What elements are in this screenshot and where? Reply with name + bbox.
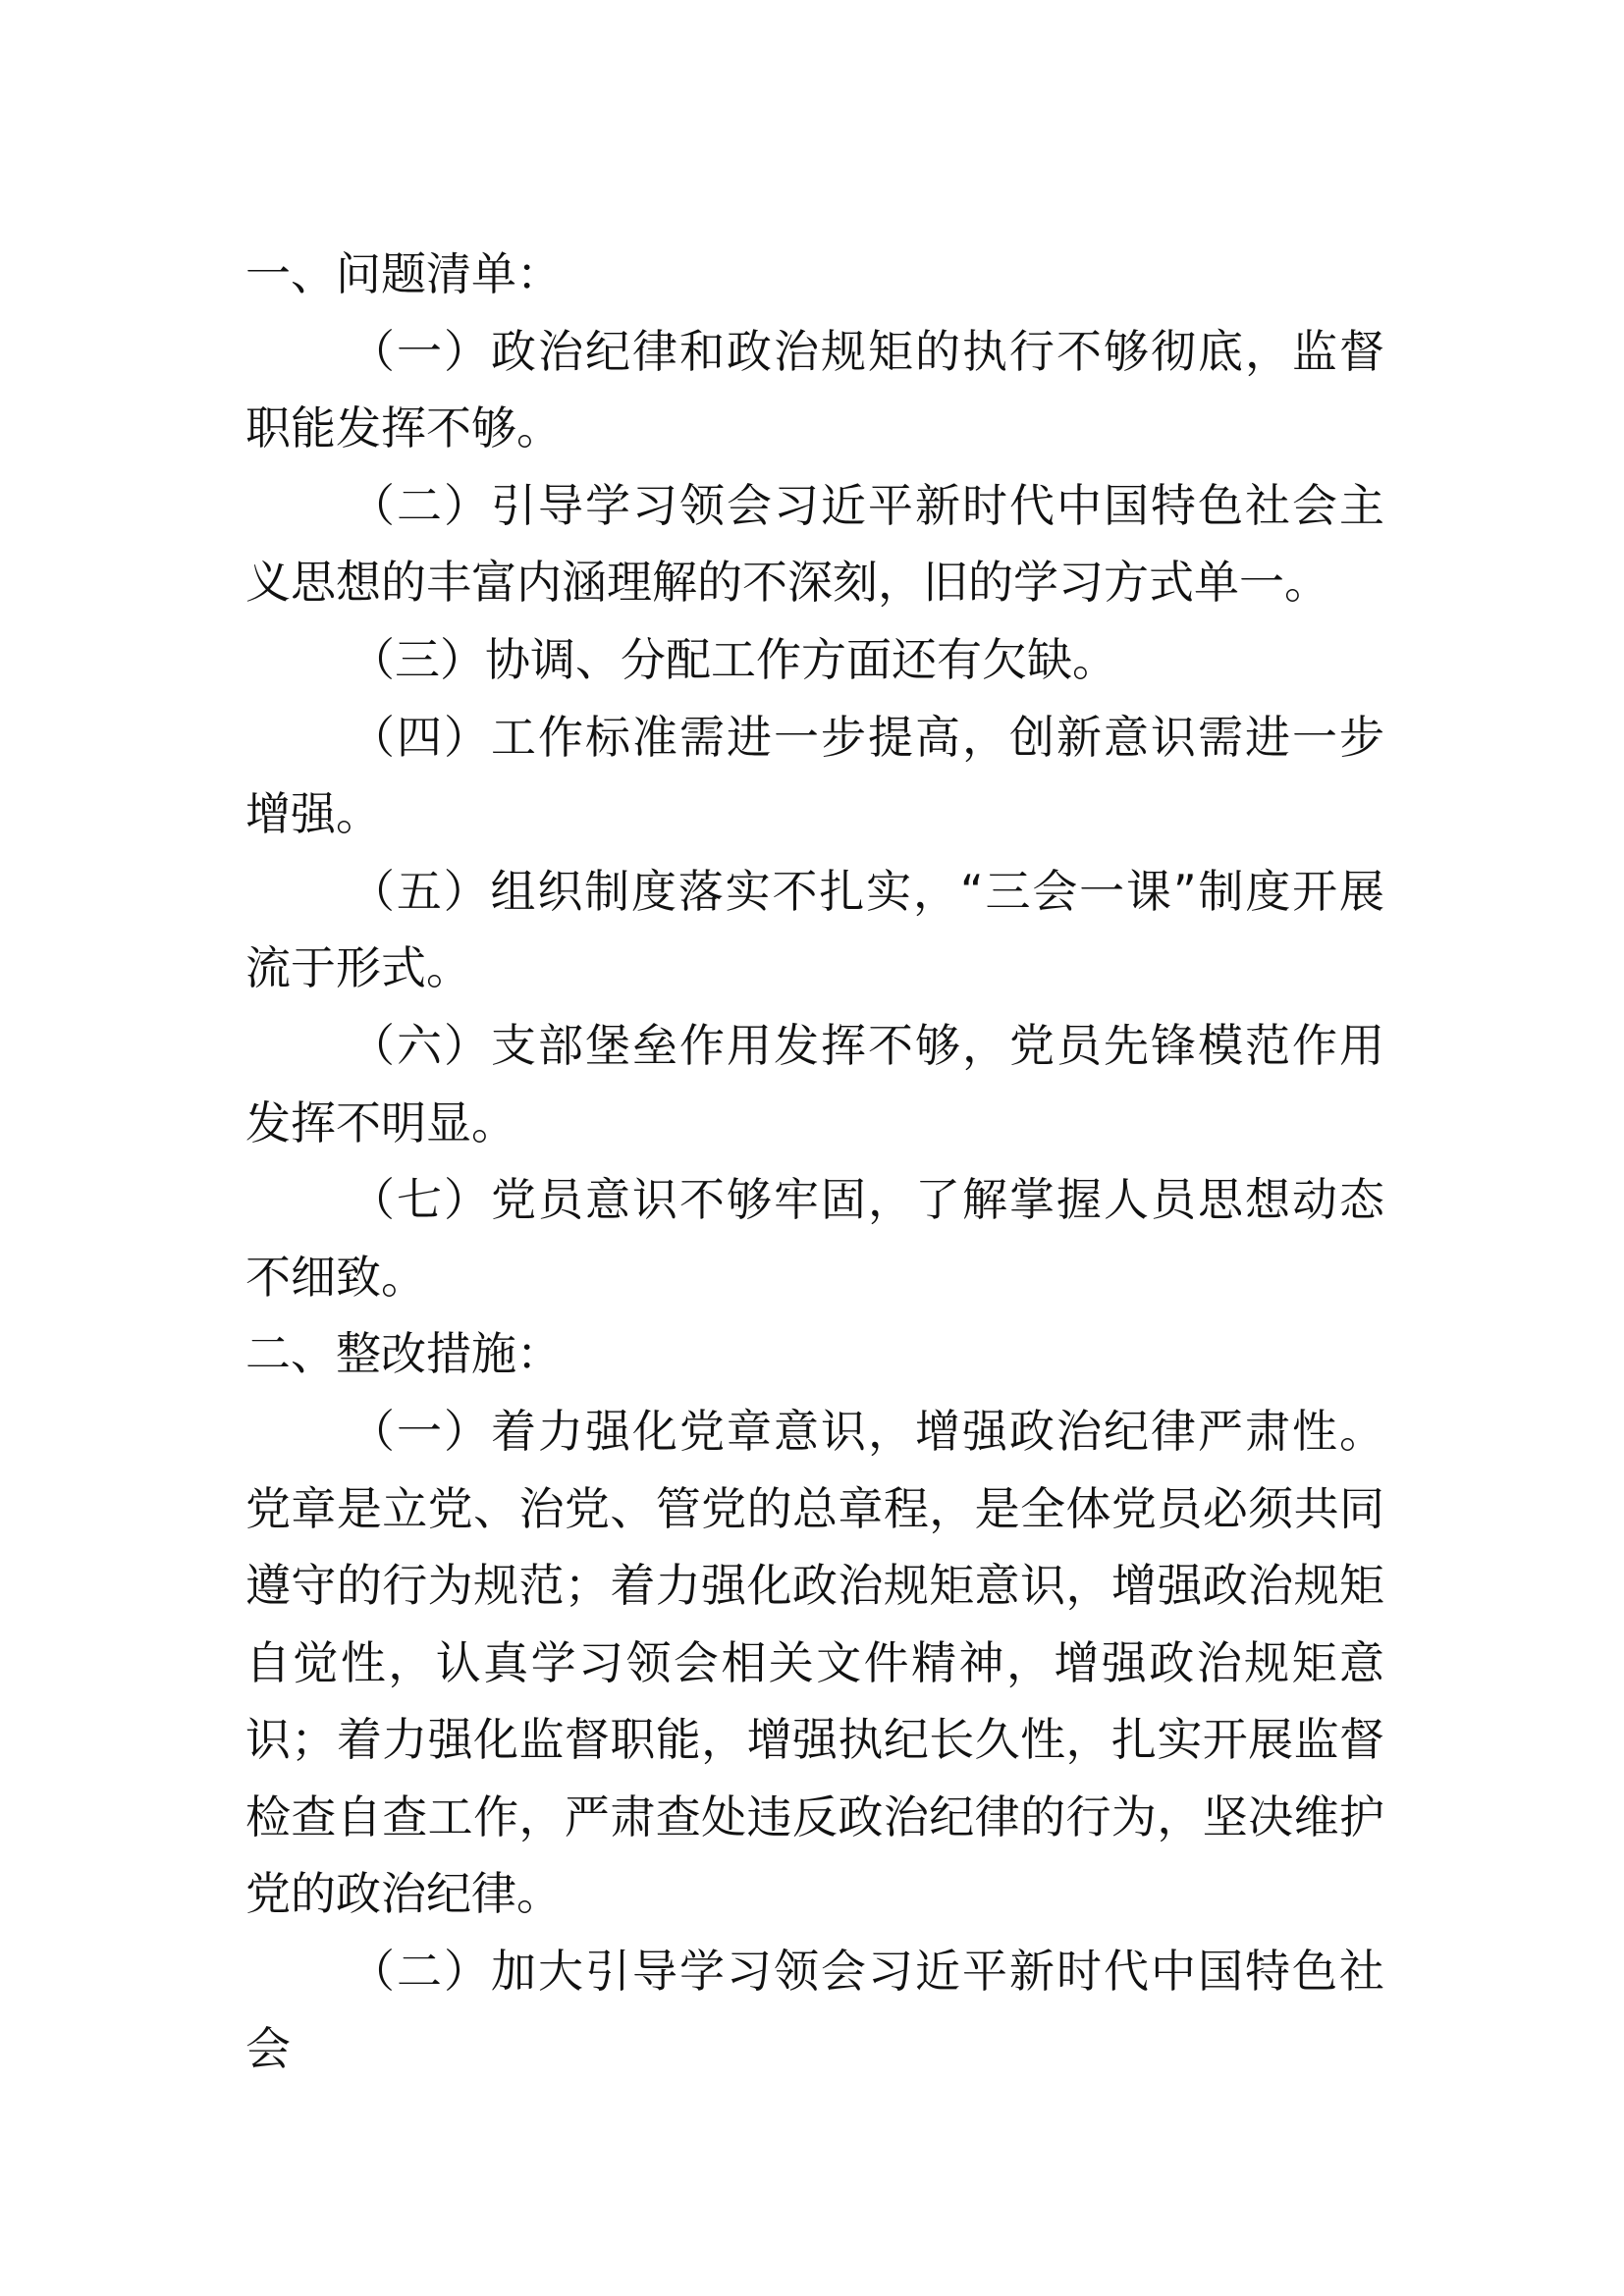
problem-item-2: （二）引导学习领会习近平新时代中国特色社会主义思想的丰富内涵理解的不深刻，旧的学习方式单一。 [245,478,1384,610]
problem-item-1: （一）政治纪律和政治规矩的执行不够彻底，监督职能发挥不够。 [245,324,1384,455]
section-heading-rectification-measures: 二、整改措施： [245,1327,562,1381]
measure-item-2: （二）加大引导学习领会习近平新时代中国特色社会 [245,1945,1384,2075]
problem-item-5: （五）组织制度落实不扎实，“三会一课”制度开展流于形式。 [245,864,1384,995]
problem-item-7: （七）党员意识不够牢固，了解掌握人员思想动态不细致。 [245,1173,1384,1304]
measure-item-1: （一）着力强化党章意识，增强政治纪律严肃性。党章是立党、治党、管党的总章程，是全体党员必须共同遵守的行为规范；着力强化政治规矩意识，增强政治规矩自觉性，认真学习领会相关文件精神，增强政治规矩意识；着力强化监督职能，增强执纪长久性，扎实开展监督检查自查工作，严肃查处违反政治纪律的行为，坚决维护党的政治纪律。 [245,1404,1384,1921]
document-body [245,236,1384,2087]
problem-item-6: （六）支部堡垒作用发挥不够，党员先锋模范作用发挥不明显。 [245,1018,1384,1149]
section-heading-problem-list: 一、问题清单： [245,247,562,300]
problem-item-4: （四）工作标准需进一步提高，创新意识需进一步增强。 [245,710,1384,841]
problem-item-3: （三）协调、分配工作方面还有欠缺。 [350,632,1117,686]
